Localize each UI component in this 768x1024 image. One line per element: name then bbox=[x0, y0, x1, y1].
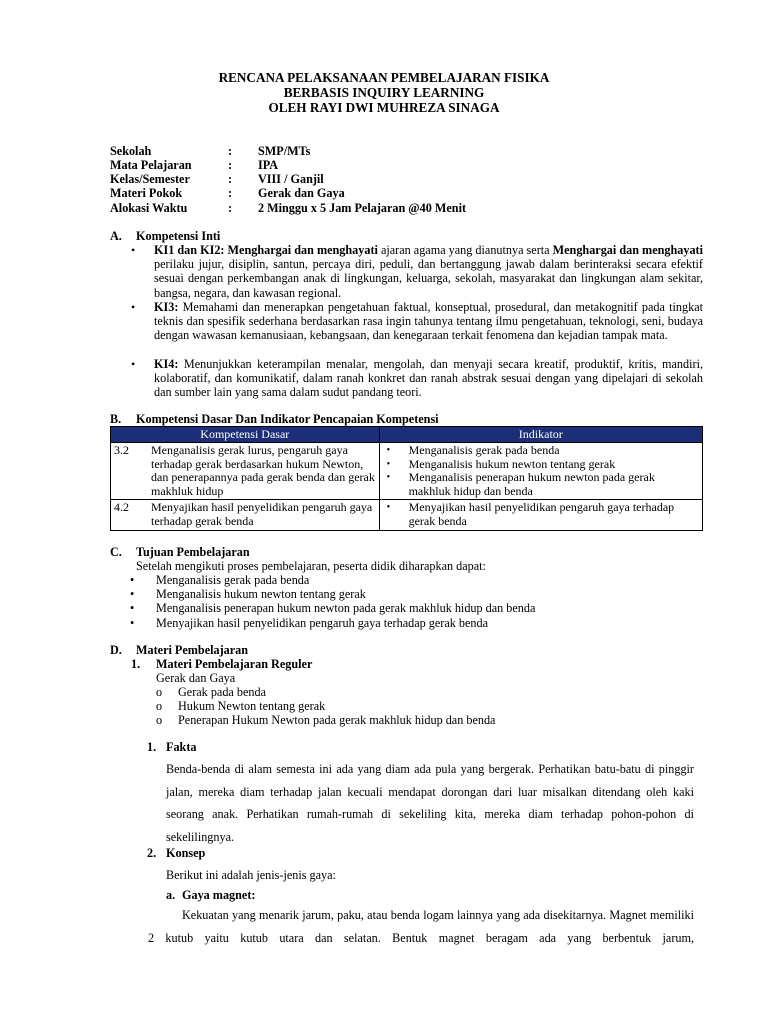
ki3-bold-label: KI3: bbox=[154, 300, 179, 314]
bullet-icon: • bbox=[386, 472, 391, 484]
indicator-item bbox=[383, 501, 699, 528]
list-item-text: Hukum Newton tentang gerak bbox=[178, 699, 326, 714]
topic-label: Gerak dan Gaya bbox=[156, 671, 236, 685]
kd-number: 3.2 bbox=[114, 443, 129, 457]
gaya-magnet-paragraph: Kekuatan yang menarik jarum, paku, atau benda logam lainnya yang ada disekitarnya. Magnet memiliki 2 kutub yaitu kutub utara dan selatan. Bentuk magnet beragam ada yang berbentuk jarum, bbox=[148, 908, 694, 945]
bullet-icon: • bbox=[130, 587, 135, 602]
indicator-item bbox=[383, 458, 699, 472]
section-title: Materi Pembelajaran bbox=[136, 643, 249, 657]
indicator-cell bbox=[379, 500, 702, 530]
konsep-intro: Berikut ini adalah jenis-jenis gaya: bbox=[166, 868, 336, 882]
list-item bbox=[156, 713, 495, 727]
indicator-text: Menganalisis gerak pada benda bbox=[408, 443, 560, 457]
indicator-text: Menganalisis penerapan hukum newton pada gerak makhluk hidup dan benda bbox=[408, 470, 655, 498]
meta-label: Kelas/Semester bbox=[110, 172, 190, 186]
list-item-text: Menganalisis hukum newton tentang gerak bbox=[156, 587, 366, 602]
kd-text: Menganalisis gerak lurus, pengaruh gaya terhadap gerak berdasarkan hukum Newton, dan penerapannya pada gerak benda dan gerak makhluk hidup bbox=[151, 443, 375, 498]
list-item-text: Menganalisis gerak pada benda bbox=[156, 573, 310, 587]
ki1-bold-label-2: Menghargai dan menghayati bbox=[552, 243, 703, 257]
section-title: Kompetensi Inti bbox=[136, 229, 221, 243]
subsection-title: Materi Pembelajaran Reguler bbox=[156, 657, 313, 671]
bullet-icon: • bbox=[386, 445, 391, 456]
kd-text: Menyajikan hasil penyelidikan pengaruh gaya terhadap gerak benda bbox=[151, 500, 373, 528]
section-number: D. bbox=[110, 643, 122, 657]
doc-title-line2: BERBASIS INQUIRY LEARNING bbox=[283, 85, 485, 100]
indicator-text: Menganalisis hukum newton tentang gerak bbox=[408, 456, 616, 471]
section-title: Tujuan Pembelajaran bbox=[136, 545, 250, 559]
list-item bbox=[156, 685, 495, 699]
meta-sep: : bbox=[228, 144, 233, 158]
meta-sep: : bbox=[228, 158, 233, 172]
kd-number: 4.2 bbox=[114, 500, 129, 515]
list-item bbox=[130, 587, 535, 601]
table-header-row bbox=[111, 427, 703, 443]
topic-list bbox=[156, 685, 495, 728]
section-number: C. bbox=[110, 545, 122, 559]
kd-indicator-table bbox=[110, 426, 703, 531]
circle-bullet-icon: o bbox=[156, 713, 163, 728]
bullet-icon: • bbox=[386, 458, 391, 470]
meta-sep: : bbox=[228, 172, 233, 186]
indicator-item bbox=[383, 471, 699, 498]
bullet-icon: • bbox=[131, 357, 136, 371]
doc-title-line3: OLEH RAYI DWI MUHREZA SINAGA bbox=[268, 100, 500, 115]
meta-value: VIII / Ganjil bbox=[258, 172, 324, 186]
meta-label: Sekolah bbox=[110, 144, 152, 158]
indicator-cell bbox=[379, 443, 702, 500]
list-item-text: Gerak pada benda bbox=[178, 685, 266, 699]
ki4-paragraph bbox=[154, 357, 703, 400]
fakta-number: 1. bbox=[147, 740, 157, 754]
list-item-text: Penerapan Hukum Newton pada gerak makhluk hidup dan benda bbox=[178, 713, 496, 728]
gaya-magnet-number: a. bbox=[166, 888, 176, 902]
bullet-icon: • bbox=[131, 243, 136, 257]
table-row bbox=[111, 500, 703, 530]
bullet-icon: • bbox=[130, 573, 135, 587]
ki1-ki2-paragraph bbox=[154, 243, 703, 300]
list-item bbox=[156, 699, 495, 713]
ki4-text: Menunjukkan keterampilan menalar, mengolah, dan menyaji secara kreatif, produktif, kritis, mandiri, kolaboratif, dan komunikatif, dalam ranah konkret dan ranah abstrak sesuai dengan yang dipelajari di sekolah dan sumber lain yang sama dalam sudut pandang teori. bbox=[154, 357, 703, 400]
circle-bullet-icon: o bbox=[156, 699, 163, 714]
tujuan-list bbox=[130, 573, 535, 630]
list-item-text: Menyajikan hasil penyelidikan pengaruh gaya terhadap gerak benda bbox=[156, 615, 488, 630]
meta-value: SMP/MTs bbox=[258, 144, 311, 158]
fakta-paragraph: Benda-benda di alam semesta ini ada yang diam ada pula yang bergerak. Perhatikan batu-batu di pinggir jalan, mereka diam terhadap jalan kecuali mendapat dorongan dari luar misalkan ditendang oleh kaki seorang anak. Perhatikan rumah-rumah di sekeliling kita, mereka diam terhadap pohon-pohon di sekelilingnya. bbox=[166, 762, 694, 844]
section-title: Kompetensi Dasar Dan Indikator Pencapaian Kompetensi bbox=[136, 412, 439, 426]
ki3-text: Memahami dan menerapkan pengetahuan faktual, konseptual, prosedural, dan metakognitif pada tingkat teknis dan spesifik sederhana berdasarkan rasa ingin tahunya tentang ilmu pengetahuan, teknologi, seni, budaya dengan wawasan kemanusiaan, kebangsaan, dan kenegaraan terkait fenomena dan kejadian tampak mata. bbox=[154, 300, 703, 343]
list-item bbox=[130, 573, 535, 587]
list-item-text: Menganalisis penerapan hukum newton pada gerak makhluk hidup dan benda bbox=[156, 601, 536, 616]
column-header-kd: Kompetensi Dasar bbox=[111, 427, 380, 443]
column-header-indikator: Indikator bbox=[379, 427, 702, 443]
circle-bullet-icon: o bbox=[156, 685, 163, 699]
bullet-icon: • bbox=[130, 615, 135, 630]
konsep-number: 2. bbox=[147, 846, 157, 860]
meta-sep: : bbox=[228, 201, 233, 215]
bullet-icon: • bbox=[130, 601, 135, 616]
section-number: A. bbox=[110, 229, 122, 243]
meta-value: Gerak dan Gaya bbox=[258, 186, 345, 200]
indicator-item bbox=[383, 444, 699, 458]
list-item bbox=[130, 601, 535, 615]
kd-cell bbox=[111, 500, 380, 530]
doc-title-line1: RENCANA PELAKSANAAN PEMBELAJARAN FISIKA bbox=[218, 70, 550, 85]
ki4-bold-label: KI4: bbox=[154, 357, 179, 371]
gaya-magnet-title: Gaya magnet: bbox=[182, 888, 256, 902]
ki1-text: ajaran agama yang dianutnya serta bbox=[377, 243, 553, 257]
fakta-title: Fakta bbox=[166, 740, 197, 754]
table-row bbox=[111, 443, 703, 500]
tujuan-intro: Setelah mengikuti proses pembelajaran, peserta didik diharapkan dapat: bbox=[136, 559, 486, 573]
ki3-paragraph bbox=[154, 300, 703, 343]
meta-label: Alokasi Waktu bbox=[110, 201, 188, 215]
list-item bbox=[130, 616, 535, 630]
meta-label: Mata Pelajaran bbox=[110, 158, 192, 172]
bullet-icon: • bbox=[386, 502, 391, 514]
konsep-title: Konsep bbox=[166, 846, 206, 860]
meta-value: 2 Minggu x 5 Jam Pelajaran @40 Menit bbox=[258, 201, 467, 215]
meta-label: Materi Pokok bbox=[110, 186, 183, 200]
ki1-bold-label: KI1 dan KI2: Menghargai dan menghayati bbox=[154, 243, 378, 257]
ki1-text-2: perilaku jujur, disiplin, santun, percaya diri, peduli, dan bertanggung jawab dalam berinteraksi secara efektif sesuai dengan perkembangan anak di lingkungan, keluarga, sekolah, masyarakat dan lingkungan alam sekitar, bangsa, negara, dan kawasan regional. bbox=[154, 257, 703, 300]
section-number: B. bbox=[110, 412, 122, 426]
indicator-text: Menyajikan hasil penyelidikan pengaruh gaya terhadap gerak benda bbox=[408, 500, 675, 528]
kd-cell bbox=[111, 443, 380, 500]
meta-value: IPA bbox=[258, 158, 279, 172]
meta-sep: : bbox=[228, 186, 233, 200]
bullet-icon: • bbox=[131, 300, 136, 314]
subsection-number: 1. bbox=[131, 657, 141, 671]
